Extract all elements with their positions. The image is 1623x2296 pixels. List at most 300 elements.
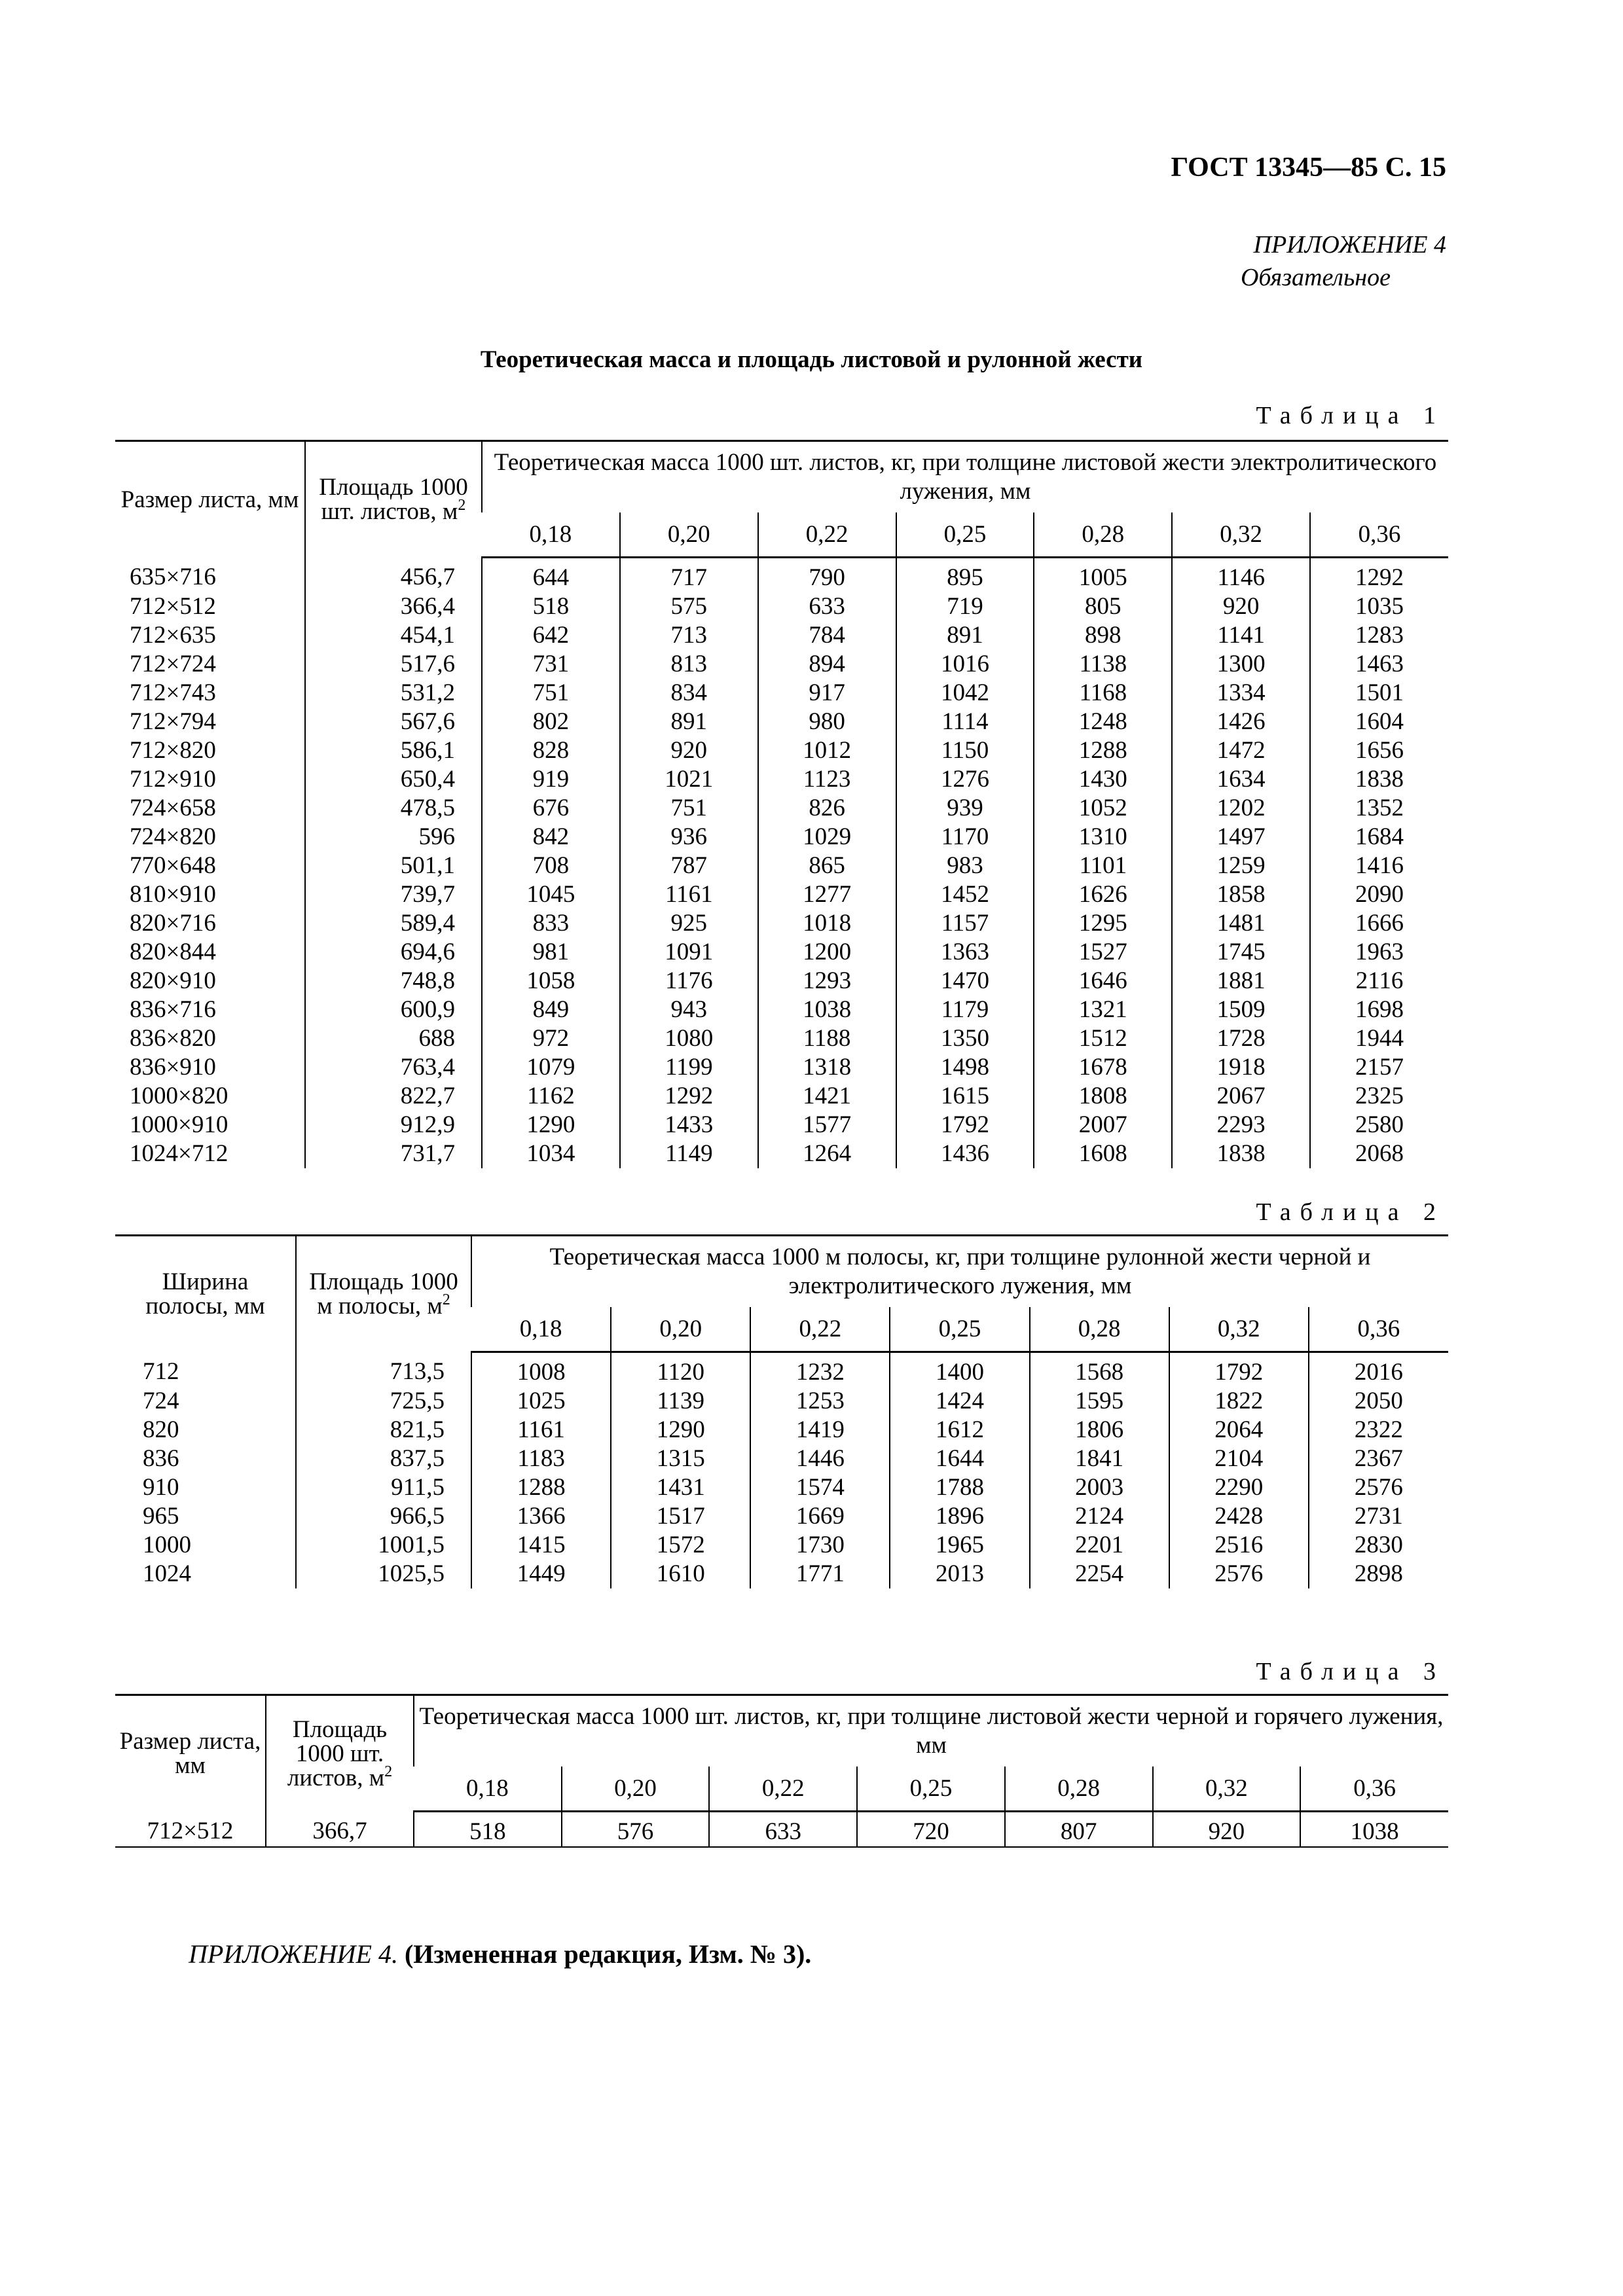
table-row: [115, 794, 1448, 823]
cell-mass: 919: [482, 765, 620, 794]
cell-area: 366,4: [305, 592, 482, 621]
cell-mass: 1792: [896, 1111, 1034, 1139]
cell-area: 586,1: [305, 736, 482, 765]
cell-mass: 2157: [1310, 1053, 1448, 1082]
cell-mass: 1290: [611, 1416, 750, 1444]
table-row: [115, 1024, 1448, 1053]
cell-mass: 1188: [758, 1024, 896, 1053]
cell-mass: 828: [482, 736, 620, 765]
cell-mass: 842: [482, 823, 620, 852]
cell-area: 600,9: [305, 996, 482, 1024]
cell-mass: 787: [620, 852, 758, 880]
cell-area: 966,5: [296, 1502, 471, 1531]
table1: [115, 440, 1448, 1168]
cell-mass: 1161: [471, 1416, 611, 1444]
cell-area: 1025,5: [296, 1560, 471, 1588]
cell-area: 739,7: [305, 880, 482, 909]
cell-mass: 1517: [611, 1502, 750, 1531]
cell-mass: 1139: [611, 1387, 750, 1416]
table3-header-size: Размер листа, мм: [115, 1695, 266, 1812]
cell-mass: 1730: [750, 1531, 890, 1560]
table3: [115, 1694, 1448, 1848]
cell-mass: 1080: [620, 1024, 758, 1053]
cell-mass: 2580: [1310, 1111, 1448, 1139]
cell-mass: 1176: [620, 967, 758, 996]
cell-mass: 1678: [1034, 1053, 1172, 1082]
cell-mass: 939: [896, 794, 1034, 823]
cell-mass: 1808: [1034, 1082, 1172, 1111]
cell-mass: 1498: [896, 1053, 1034, 1082]
cell-mass: 1058: [482, 967, 620, 996]
table1-header-thickness: 0,28: [1034, 512, 1172, 557]
cell-mass: 980: [758, 708, 896, 736]
table-row: [115, 765, 1448, 794]
cell-mass: 826: [758, 794, 896, 823]
cell-mass: 1595: [1030, 1387, 1169, 1416]
table-row: [115, 1502, 1448, 1531]
cell-mass: 1449: [471, 1560, 611, 1588]
cell-mass: 1463: [1310, 650, 1448, 679]
cell-mass: 1610: [611, 1560, 750, 1588]
cell-area: 763,4: [305, 1053, 482, 1082]
footer-note: [189, 1939, 811, 1969]
cell-size: 712×820: [130, 737, 216, 764]
cell-mass: 720: [857, 1811, 1005, 1847]
cell-mass: 719: [896, 592, 1034, 621]
cell-mass: 1016: [896, 650, 1034, 679]
cell-mass: 1292: [620, 1082, 758, 1111]
cell-mass: 1292: [1310, 557, 1448, 592]
cell-mass: 1612: [890, 1416, 1029, 1444]
cell-mass: 2067: [1172, 1082, 1310, 1111]
table-row: [115, 708, 1448, 736]
cell-mass: 1310: [1034, 823, 1172, 852]
table2-header-thickness: 0,36: [1309, 1307, 1448, 1352]
table-row: [115, 909, 1448, 938]
cell-area: 822,7: [305, 1082, 482, 1111]
table-row: [115, 1111, 1448, 1139]
cell-mass: 1334: [1172, 679, 1310, 708]
cell-mass: 895: [896, 557, 1034, 592]
cell-mass: 972: [482, 1024, 620, 1053]
table-row: [115, 996, 1448, 1024]
cell-mass: 1350: [896, 1024, 1034, 1053]
cell-mass: 1276: [896, 765, 1034, 794]
cell-mass: 865: [758, 852, 896, 880]
cell-mass: 1029: [758, 823, 896, 852]
table3-header-area: Площадь 1000 шт. листов, $м^2$: [266, 1695, 414, 1812]
cell-mass: 1321: [1034, 996, 1172, 1024]
cell-mass: 1045: [482, 880, 620, 909]
cell-mass: 1501: [1310, 679, 1448, 708]
cell-mass: 1806: [1030, 1416, 1169, 1444]
cell-mass: 676: [482, 794, 620, 823]
cell-area: 650,4: [305, 765, 482, 794]
cell-mass: 1577: [758, 1111, 896, 1139]
table1-caption: Таблица 1: [1256, 402, 1445, 429]
cell-size: 1024: [143, 1560, 191, 1587]
cell-mass: 1918: [1172, 1053, 1310, 1082]
cell-mass: 642: [482, 621, 620, 650]
cell-area: 517,6: [305, 650, 482, 679]
cell-mass: 2367: [1309, 1444, 1448, 1473]
cell-mass: 1669: [750, 1502, 890, 1531]
cell-mass: 805: [1034, 592, 1172, 621]
cell-mass: 2830: [1309, 1531, 1448, 1560]
cell-mass: 1162: [482, 1082, 620, 1111]
cell-mass: 2516: [1169, 1531, 1309, 1560]
cell-mass: 1021: [620, 765, 758, 794]
table3-header-thickness: 0,32: [1153, 1767, 1301, 1811]
cell-size: 635×716: [130, 564, 216, 591]
table-row: [115, 592, 1448, 621]
cell-mass: 1745: [1172, 938, 1310, 967]
table-row: [115, 823, 1448, 852]
cell-mass: 1315: [611, 1444, 750, 1473]
cell-mass: 633: [758, 592, 896, 621]
cell-size: 712×794: [130, 708, 216, 735]
cell-mass: 1728: [1172, 1024, 1310, 1053]
table2-header-thickness: 0,20: [611, 1307, 750, 1352]
cell-mass: 1038: [1300, 1811, 1448, 1847]
cell-size: 1000×820: [130, 1083, 228, 1109]
cell-mass: 1788: [890, 1473, 1029, 1502]
cell-size: 712×635: [130, 622, 216, 649]
table-row: [115, 1082, 1448, 1111]
table2: [115, 1234, 1448, 1588]
cell-mass: 1170: [896, 823, 1034, 852]
cell-mass: 1300: [1172, 650, 1310, 679]
cell-area: 478,5: [305, 794, 482, 823]
cell-mass: 1366: [471, 1502, 611, 1531]
cell-mass: 2124: [1030, 1502, 1169, 1531]
cell-size: 712×512: [115, 1811, 266, 1847]
cell-mass: 1426: [1172, 708, 1310, 736]
cell-size: 724×658: [130, 795, 216, 821]
cell-mass: 1025: [471, 1387, 611, 1416]
cell-mass: 936: [620, 823, 758, 852]
cell-mass: 731: [482, 650, 620, 679]
cell-mass: 1472: [1172, 736, 1310, 765]
cell-mass: 518: [482, 592, 620, 621]
cell-size: 712: [143, 1358, 179, 1386]
document-title: Теоретическая масса и площадь листовой и рулонной жести: [480, 346, 1143, 373]
cell-mass: 1684: [1310, 823, 1448, 852]
table3-header-thickness: 0,18: [414, 1767, 562, 1811]
cell-mass: 1034: [482, 1139, 620, 1168]
page-header: ГОСТ 13345—85 С. 15: [1171, 152, 1446, 183]
cell-mass: 1035: [1310, 592, 1448, 621]
table1-header-size: Размер листа, мм: [115, 441, 305, 558]
cell-mass: 1295: [1034, 909, 1172, 938]
cell-area: 596: [305, 823, 482, 852]
cell-mass: 644: [482, 557, 620, 592]
cell-size: 1000×910: [130, 1111, 228, 1138]
cell-mass: 790: [758, 557, 896, 592]
table-row: [115, 1352, 1448, 1387]
table2-header-width: Ширина полосы, мм: [115, 1236, 296, 1352]
cell-mass: 1838: [1310, 765, 1448, 794]
cell-mass: 1259: [1172, 852, 1310, 880]
cell-area: 912,9: [305, 1111, 482, 1139]
table1-header-thickness: 0,25: [896, 512, 1034, 557]
cell-mass: 1452: [896, 880, 1034, 909]
cell-mass: 1288: [471, 1473, 611, 1502]
cell-mass: 1114: [896, 708, 1034, 736]
cell-mass: 1150: [896, 736, 1034, 765]
cell-mass: 1042: [896, 679, 1034, 708]
cell-area: 567,6: [305, 708, 482, 736]
cell-mass: 2003: [1030, 1473, 1169, 1502]
cell-mass: 2576: [1309, 1473, 1448, 1502]
cell-size: 712×512: [130, 593, 216, 620]
cell-area: 748,8: [305, 967, 482, 996]
table3-header-thickness: 0,22: [709, 1767, 857, 1811]
cell-mass: 1161: [620, 880, 758, 909]
table1-header-area: Площадь 1000 шт. листов, $м^2$: [305, 441, 482, 558]
table-row: [115, 1387, 1448, 1416]
cell-mass: 2322: [1309, 1416, 1448, 1444]
cell-area: 821,5: [296, 1416, 471, 1444]
cell-mass: 2201: [1030, 1531, 1169, 1560]
cell-mass: 1822: [1169, 1387, 1309, 1416]
cell-area: 694,6: [305, 938, 482, 967]
table-row: [115, 650, 1448, 679]
cell-mass: 1183: [471, 1444, 611, 1473]
cell-mass: 713: [620, 621, 758, 650]
cell-mass: 1858: [1172, 880, 1310, 909]
cell-mass: 834: [620, 679, 758, 708]
table1-header-mass: Теоретическая масса 1000 шт. листов, кг, при толщине листовой жести электролитического лужения, мм: [482, 441, 1448, 513]
cell-mass: 2290: [1169, 1473, 1309, 1502]
cell-mass: 1656: [1310, 736, 1448, 765]
cell-size: 770×648: [130, 852, 216, 879]
cell-size: 1000: [143, 1532, 191, 1558]
cell-mass: 920: [620, 736, 758, 765]
cell-mass: 575: [620, 592, 758, 621]
cell-mass: 813: [620, 650, 758, 679]
cell-mass: 576: [562, 1811, 710, 1847]
appendix-label: ПРИЛОЖЕНИЕ 4: [1253, 231, 1446, 259]
cell-area: 731,7: [305, 1139, 482, 1168]
cell-size: 910: [143, 1474, 179, 1501]
cell-mass: 2104: [1169, 1444, 1309, 1473]
cell-mass: 1568: [1030, 1352, 1169, 1387]
cell-mass: 1896: [890, 1502, 1029, 1531]
cell-mass: 1430: [1034, 765, 1172, 794]
cell-mass: 925: [620, 909, 758, 938]
cell-mass: 1168: [1034, 679, 1172, 708]
table1-header-thickness: 0,18: [482, 512, 620, 557]
cell-mass: 1646: [1034, 967, 1172, 996]
cell-mass: 1574: [750, 1473, 890, 1502]
cell-mass: 1572: [611, 1531, 750, 1560]
cell-mass: 1123: [758, 765, 896, 794]
cell-mass: 1424: [890, 1387, 1029, 1416]
table3-header-mass: Теоретическая масса 1000 шт. листов, кг, при толщине листовой жести черной и горячего лужения, мм: [414, 1695, 1448, 1767]
cell-mass: 807: [1005, 1811, 1153, 1847]
cell-mass: 1965: [890, 1531, 1029, 1560]
cell-mass: 1283: [1310, 621, 1448, 650]
cell-size: 820: [143, 1416, 179, 1443]
cell-mass: 1666: [1310, 909, 1448, 938]
table-row: [115, 736, 1448, 765]
cell-mass: 1509: [1172, 996, 1310, 1024]
cell-mass: 1400: [890, 1352, 1029, 1387]
cell-mass: 1944: [1310, 1024, 1448, 1053]
table2-header-thickness: 0,32: [1169, 1307, 1309, 1352]
cell-size: 810×910: [130, 881, 216, 908]
table-row: [115, 1560, 1448, 1588]
cell-size: 724×820: [130, 823, 216, 850]
cell-mass: 2068: [1310, 1139, 1448, 1168]
cell-area: 911,5: [296, 1473, 471, 1502]
cell-mass: 751: [482, 679, 620, 708]
cell-mass: 1199: [620, 1053, 758, 1082]
cell-mass: 1416: [1310, 852, 1448, 880]
cell-mass: 1079: [482, 1053, 620, 1082]
cell-area: 366,7: [266, 1811, 414, 1847]
cell-mass: 1481: [1172, 909, 1310, 938]
cell-area: 1001,5: [296, 1531, 471, 1560]
cell-mass: 943: [620, 996, 758, 1024]
cell-mass: 1644: [890, 1444, 1029, 1473]
cell-size: 1024×712: [130, 1140, 228, 1167]
cell-mass: 1497: [1172, 823, 1310, 852]
cell-mass: 1101: [1034, 852, 1172, 880]
cell-mass: 1512: [1034, 1024, 1172, 1053]
cell-mass: 849: [482, 996, 620, 1024]
cell-area: 713,5: [296, 1352, 471, 1387]
cell-mass: 2254: [1030, 1560, 1169, 1588]
cell-mass: 1277: [758, 880, 896, 909]
cell-mass: 1415: [471, 1531, 611, 1560]
cell-mass: 1253: [750, 1387, 890, 1416]
cell-size: 712×743: [130, 679, 216, 706]
cell-mass: 891: [896, 621, 1034, 650]
cell-size: 836×910: [130, 1054, 216, 1081]
cell-mass: 920: [1172, 592, 1310, 621]
cell-mass: 917: [758, 679, 896, 708]
appendix-status: Обязательное: [1240, 264, 1391, 291]
cell-mass: 1470: [896, 967, 1034, 996]
cell-area: 501,1: [305, 852, 482, 880]
table-row: [115, 679, 1448, 708]
cell-mass: 1293: [758, 967, 896, 996]
cell-mass: 1157: [896, 909, 1034, 938]
cell-size: 836×716: [130, 996, 216, 1023]
cell-mass: 2898: [1309, 1560, 1448, 1588]
cell-mass: 802: [482, 708, 620, 736]
cell-mass: 1771: [750, 1560, 890, 1588]
table2-header-area: Площадь 1000 м полосы, $м^2$: [296, 1236, 471, 1352]
cell-area: 454,1: [305, 621, 482, 650]
cell-mass: 1012: [758, 736, 896, 765]
cell-mass: 1792: [1169, 1352, 1309, 1387]
cell-mass: 1038: [758, 996, 896, 1024]
cell-mass: 1963: [1310, 938, 1448, 967]
cell-mass: 708: [482, 852, 620, 880]
cell-mass: 2013: [890, 1560, 1029, 1588]
cell-size: 724: [143, 1388, 179, 1414]
cell-mass: 2016: [1309, 1352, 1448, 1387]
table3-caption: Таблица 3: [1256, 1658, 1445, 1685]
cell-mass: 1626: [1034, 880, 1172, 909]
table-row: [115, 852, 1448, 880]
cell-mass: 1290: [482, 1111, 620, 1139]
cell-mass: 2050: [1309, 1387, 1448, 1416]
cell-mass: 1141: [1172, 621, 1310, 650]
cell-size: 712×724: [130, 651, 216, 677]
table3-header-thickness: 0,25: [857, 1767, 1005, 1811]
cell-mass: 1527: [1034, 938, 1172, 967]
cell-area: 688: [305, 1024, 482, 1053]
cell-mass: 1421: [758, 1082, 896, 1111]
table-row: [115, 880, 1448, 909]
cell-mass: 1091: [620, 938, 758, 967]
cell-mass: 833: [482, 909, 620, 938]
cell-mass: 1288: [1034, 736, 1172, 765]
cell-mass: 1005: [1034, 557, 1172, 592]
cell-area: 589,4: [305, 909, 482, 938]
cell-area: 837,5: [296, 1444, 471, 1473]
cell-size: 820×844: [130, 939, 216, 965]
table2-header-thickness: 0,28: [1030, 1307, 1169, 1352]
table-row: [115, 938, 1448, 967]
footer-appendix-ref: ПРИЛОЖЕНИЕ 4.: [189, 1939, 398, 1969]
cell-mass: 1419: [750, 1416, 890, 1444]
table-row: [115, 967, 1448, 996]
cell-mass: 751: [620, 794, 758, 823]
cell-mass: 1446: [750, 1444, 890, 1473]
cell-mass: 1120: [611, 1352, 750, 1387]
footer-change-note: (Измененная редакция, Изм. № 3).: [404, 1939, 812, 1969]
table-row: [115, 1416, 1448, 1444]
cell-mass: 1634: [1172, 765, 1310, 794]
cell-mass: 1436: [896, 1139, 1034, 1168]
cell-mass: 1149: [620, 1139, 758, 1168]
cell-mass: 1248: [1034, 708, 1172, 736]
cell-mass: 1604: [1310, 708, 1448, 736]
table-row: [115, 1053, 1448, 1082]
cell-mass: 983: [896, 852, 1034, 880]
table3-header-thickness: 0,20: [562, 1767, 710, 1811]
table-row: [115, 1473, 1448, 1502]
cell-mass: 518: [414, 1811, 562, 1847]
cell-mass: 1841: [1030, 1444, 1169, 1473]
cell-mass: 1018: [758, 909, 896, 938]
table2-header-thickness: 0,22: [750, 1307, 890, 1352]
cell-mass: 717: [620, 557, 758, 592]
cell-area: 531,2: [305, 679, 482, 708]
cell-mass: 898: [1034, 621, 1172, 650]
cell-mass: 2293: [1172, 1111, 1310, 1139]
cell-mass: 1202: [1172, 794, 1310, 823]
cell-size: 836×820: [130, 1025, 216, 1052]
cell-mass: 1200: [758, 938, 896, 967]
cell-size: 712×910: [130, 766, 216, 793]
cell-mass: 1363: [896, 938, 1034, 967]
cell-mass: 2428: [1169, 1502, 1309, 1531]
cell-mass: 981: [482, 938, 620, 967]
table2-caption: Таблица 2: [1256, 1198, 1445, 1226]
cell-mass: 1232: [750, 1352, 890, 1387]
cell-mass: 2576: [1169, 1560, 1309, 1588]
cell-mass: 2064: [1169, 1416, 1309, 1444]
cell-mass: 1433: [620, 1111, 758, 1139]
table1-header-thickness: 0,36: [1310, 512, 1448, 557]
cell-size: 820×910: [130, 967, 216, 994]
